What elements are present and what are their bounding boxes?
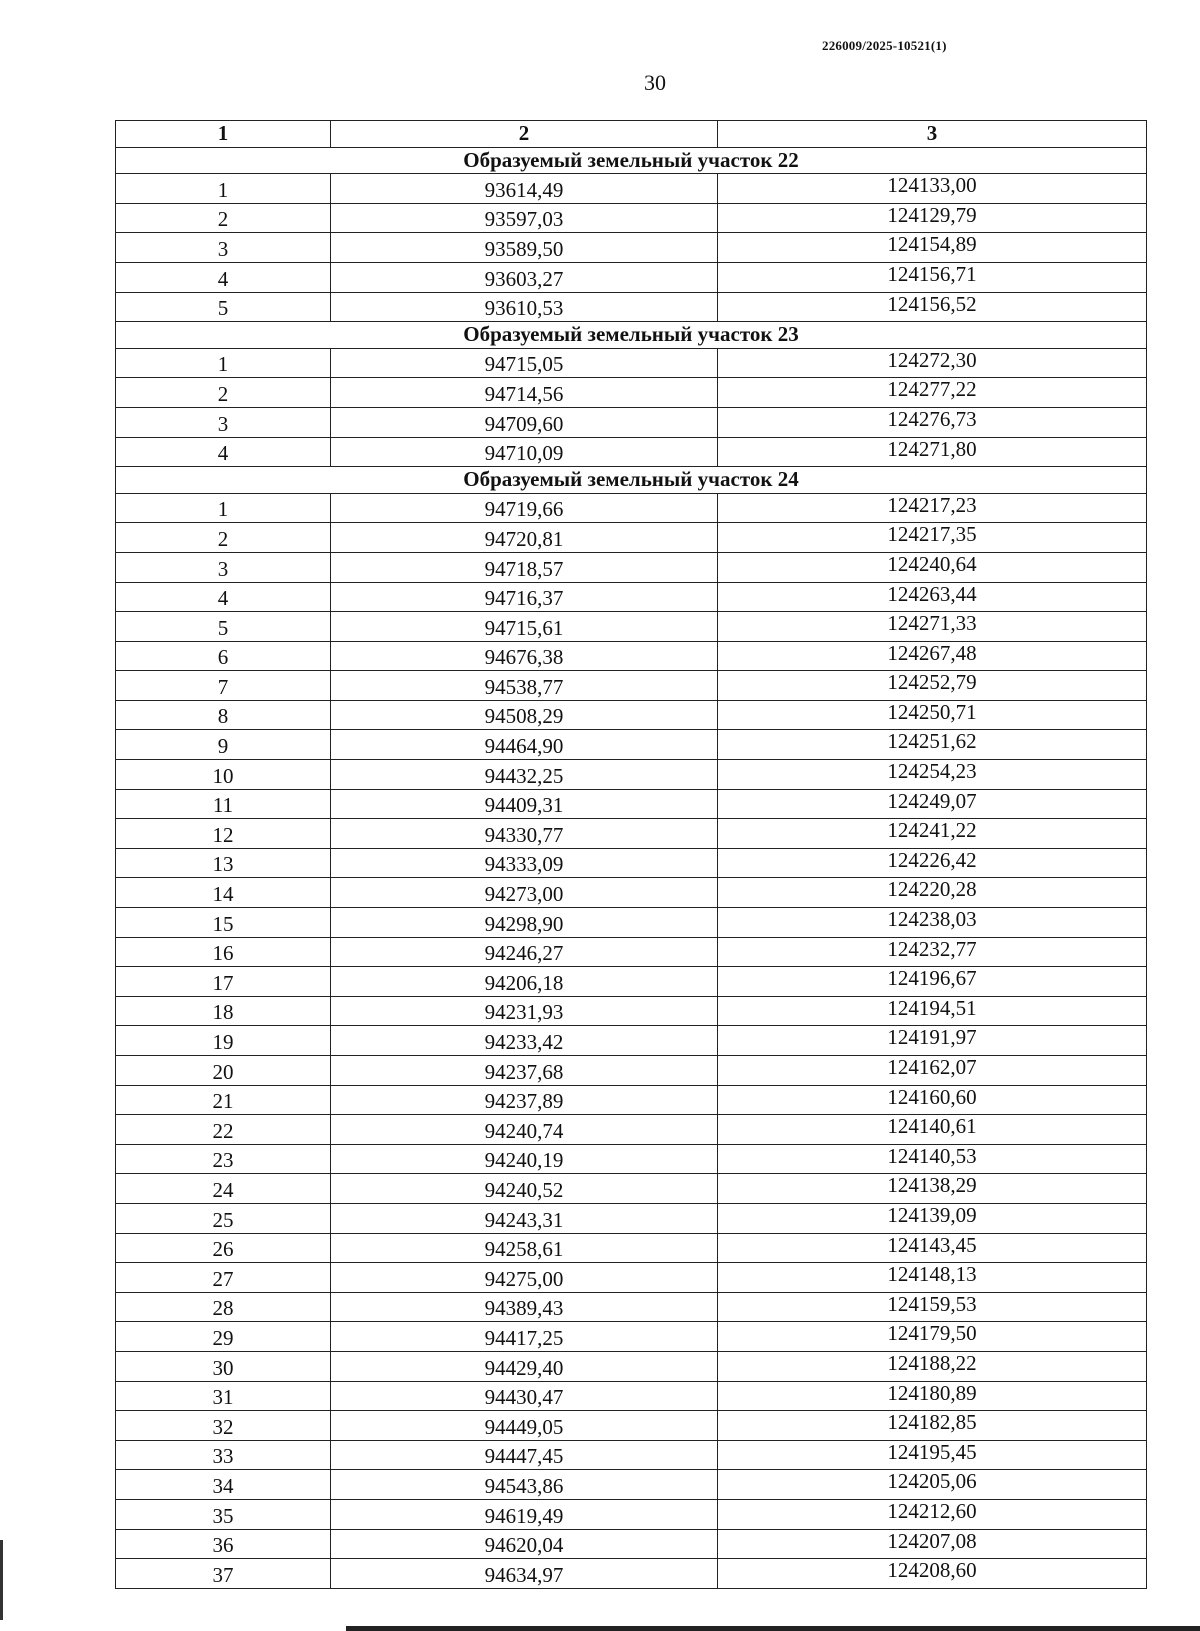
coordinate-x: 94719,66 bbox=[331, 493, 718, 523]
coordinates-table-body bbox=[116, 121, 1147, 1589]
point-number: 2 bbox=[116, 523, 331, 553]
table-row bbox=[116, 996, 1147, 1026]
coordinate-y: 124271,33 bbox=[718, 612, 1147, 642]
table-row bbox=[116, 1115, 1147, 1145]
coordinate-x: 93589,50 bbox=[331, 233, 718, 263]
table-row bbox=[116, 641, 1147, 671]
point-number: 4 bbox=[116, 582, 331, 612]
coordinate-y: 124249,07 bbox=[718, 789, 1147, 819]
coordinate-y: 124250,71 bbox=[718, 700, 1147, 730]
coordinate-x: 94464,90 bbox=[331, 730, 718, 760]
point-number: 35 bbox=[116, 1499, 331, 1529]
coordinate-y: 124180,89 bbox=[718, 1381, 1147, 1411]
coordinate-y: 124277,22 bbox=[718, 378, 1147, 408]
coordinate-y: 124226,42 bbox=[718, 848, 1147, 878]
point-number: 33 bbox=[116, 1440, 331, 1470]
column-header-y: 3 bbox=[718, 121, 1147, 148]
coordinate-y: 124194,51 bbox=[718, 996, 1147, 1026]
coordinate-x: 94716,37 bbox=[331, 582, 718, 612]
point-number: 5 bbox=[116, 612, 331, 642]
coordinate-y: 124267,48 bbox=[718, 641, 1147, 671]
coordinate-x: 94709,60 bbox=[331, 407, 718, 437]
coordinate-y: 124252,79 bbox=[718, 671, 1147, 701]
coordinate-y: 124196,67 bbox=[718, 967, 1147, 997]
table-row bbox=[116, 1529, 1147, 1559]
coordinate-x: 94330,77 bbox=[331, 819, 718, 849]
coordinate-y: 124139,09 bbox=[718, 1203, 1147, 1233]
table-row bbox=[116, 612, 1147, 642]
table-row bbox=[116, 878, 1147, 908]
table-row bbox=[116, 1085, 1147, 1115]
point-number: 15 bbox=[116, 908, 331, 938]
table-row bbox=[116, 1263, 1147, 1293]
coordinate-y: 124133,00 bbox=[718, 174, 1147, 204]
table-row bbox=[116, 908, 1147, 938]
coordinate-x: 94417,25 bbox=[331, 1322, 718, 1352]
point-number: 31 bbox=[116, 1381, 331, 1411]
coordinate-y: 124208,60 bbox=[718, 1559, 1147, 1589]
scan-edge-bottom bbox=[346, 1626, 1200, 1631]
coordinate-x: 94389,43 bbox=[331, 1292, 718, 1322]
coordinate-y: 124220,28 bbox=[718, 878, 1147, 908]
coordinate-y: 124217,35 bbox=[718, 523, 1147, 553]
coordinate-y: 124143,45 bbox=[718, 1233, 1147, 1263]
table-row bbox=[116, 1233, 1147, 1263]
section-title-row bbox=[116, 467, 1147, 494]
point-number: 25 bbox=[116, 1203, 331, 1233]
coordinate-x: 94237,89 bbox=[331, 1085, 718, 1115]
table-row bbox=[116, 1351, 1147, 1381]
coordinate-x: 94409,31 bbox=[331, 789, 718, 819]
point-number: 21 bbox=[116, 1085, 331, 1115]
coordinate-x: 94619,49 bbox=[331, 1499, 718, 1529]
point-number: 18 bbox=[116, 996, 331, 1026]
coordinate-y: 124251,62 bbox=[718, 730, 1147, 760]
coordinate-y: 124217,23 bbox=[718, 493, 1147, 523]
table-row bbox=[116, 1411, 1147, 1441]
coordinate-x: 94243,31 bbox=[331, 1203, 718, 1233]
coordinate-y: 124162,07 bbox=[718, 1056, 1147, 1086]
table-row bbox=[116, 523, 1147, 553]
section-title: Образуемый земельный участок 22 bbox=[116, 147, 1147, 174]
coordinate-x: 94237,68 bbox=[331, 1056, 718, 1086]
document-number: 226009/2025-10521(1) bbox=[822, 38, 947, 53]
point-number: 8 bbox=[116, 700, 331, 730]
point-number: 14 bbox=[116, 878, 331, 908]
table-row bbox=[116, 203, 1147, 233]
coordinate-x: 94715,61 bbox=[331, 612, 718, 642]
point-number: 10 bbox=[116, 760, 331, 790]
coordinate-x: 94240,19 bbox=[331, 1144, 718, 1174]
coordinate-y: 124212,60 bbox=[718, 1499, 1147, 1529]
table-row bbox=[116, 1470, 1147, 1500]
table-row bbox=[116, 1440, 1147, 1470]
table-row bbox=[116, 1026, 1147, 1056]
table-row bbox=[116, 1322, 1147, 1352]
coordinate-x: 93597,03 bbox=[331, 203, 718, 233]
table-row bbox=[116, 1144, 1147, 1174]
coordinate-y: 124272,30 bbox=[718, 348, 1147, 378]
coordinate-y: 124271,80 bbox=[718, 437, 1147, 467]
table-row bbox=[116, 233, 1147, 263]
coordinate-x: 94676,38 bbox=[331, 641, 718, 671]
table-row bbox=[116, 789, 1147, 819]
scan-edge-left bbox=[0, 1540, 3, 1620]
coordinate-x: 94240,52 bbox=[331, 1174, 718, 1204]
coordinate-y: 124195,45 bbox=[718, 1440, 1147, 1470]
coordinate-y: 124263,44 bbox=[718, 582, 1147, 612]
point-number: 30 bbox=[116, 1351, 331, 1381]
point-number: 2 bbox=[116, 378, 331, 408]
section-title: Образуемый земельный участок 24 bbox=[116, 467, 1147, 494]
page-number: 30 bbox=[644, 70, 666, 95]
table-row bbox=[116, 552, 1147, 582]
coordinate-x: 93610,53 bbox=[331, 292, 718, 322]
coordinate-y: 124156,71 bbox=[718, 262, 1147, 292]
coordinate-x: 94710,09 bbox=[331, 437, 718, 467]
coordinate-y: 124240,64 bbox=[718, 552, 1147, 582]
point-number: 17 bbox=[116, 967, 331, 997]
point-number: 12 bbox=[116, 819, 331, 849]
coordinates-table bbox=[115, 120, 1147, 1589]
table-row bbox=[116, 967, 1147, 997]
point-number: 1 bbox=[116, 174, 331, 204]
coordinate-y: 124205,06 bbox=[718, 1470, 1147, 1500]
table-row bbox=[116, 1292, 1147, 1322]
point-number: 16 bbox=[116, 937, 331, 967]
point-number: 1 bbox=[116, 348, 331, 378]
section-title-row bbox=[116, 147, 1147, 174]
table-row bbox=[116, 292, 1147, 322]
point-number: 32 bbox=[116, 1411, 331, 1441]
coordinate-y: 124156,52 bbox=[718, 292, 1147, 322]
coordinate-x: 94231,93 bbox=[331, 996, 718, 1026]
point-number: 4 bbox=[116, 437, 331, 467]
coordinate-y: 124238,03 bbox=[718, 908, 1147, 938]
point-number: 19 bbox=[116, 1026, 331, 1056]
point-number: 7 bbox=[116, 671, 331, 701]
table-row bbox=[116, 174, 1147, 204]
table-row bbox=[116, 1381, 1147, 1411]
table-header-row bbox=[116, 121, 1147, 148]
point-number: 2 bbox=[116, 203, 331, 233]
coordinate-x: 94543,86 bbox=[331, 1470, 718, 1500]
coordinate-y: 124140,61 bbox=[718, 1115, 1147, 1145]
point-number: 23 bbox=[116, 1144, 331, 1174]
coordinate-y: 124182,85 bbox=[718, 1411, 1147, 1441]
coordinate-y: 124191,97 bbox=[718, 1026, 1147, 1056]
coordinate-x: 94298,90 bbox=[331, 908, 718, 938]
point-number: 6 bbox=[116, 641, 331, 671]
coordinate-x: 94206,18 bbox=[331, 967, 718, 997]
coordinate-x: 94273,00 bbox=[331, 878, 718, 908]
table-row bbox=[116, 1056, 1147, 1086]
table-row bbox=[116, 493, 1147, 523]
coordinate-y: 124254,23 bbox=[718, 760, 1147, 790]
coordinate-x: 94447,45 bbox=[331, 1440, 718, 1470]
table-row bbox=[116, 671, 1147, 701]
point-number: 3 bbox=[116, 407, 331, 437]
coordinate-x: 94275,00 bbox=[331, 1263, 718, 1293]
point-number: 22 bbox=[116, 1115, 331, 1145]
point-number: 36 bbox=[116, 1529, 331, 1559]
coordinate-y: 124154,89 bbox=[718, 233, 1147, 263]
coordinate-x: 94240,74 bbox=[331, 1115, 718, 1145]
coordinate-x: 93614,49 bbox=[331, 174, 718, 204]
point-number: 26 bbox=[116, 1233, 331, 1263]
table-row bbox=[116, 378, 1147, 408]
point-number: 34 bbox=[116, 1470, 331, 1500]
table-row bbox=[116, 819, 1147, 849]
coordinate-x: 94718,57 bbox=[331, 552, 718, 582]
point-number: 1 bbox=[116, 493, 331, 523]
table-row bbox=[116, 1499, 1147, 1529]
point-number: 24 bbox=[116, 1174, 331, 1204]
coordinate-y: 124241,22 bbox=[718, 819, 1147, 849]
point-number: 3 bbox=[116, 233, 331, 263]
coordinate-x: 94715,05 bbox=[331, 348, 718, 378]
coordinate-y: 124179,50 bbox=[718, 1322, 1147, 1352]
coordinate-x: 94432,25 bbox=[331, 760, 718, 790]
coordinate-x: 94258,61 bbox=[331, 1233, 718, 1263]
point-number: 5 bbox=[116, 292, 331, 322]
column-header-x: 2 bbox=[331, 121, 718, 148]
table-row bbox=[116, 437, 1147, 467]
coordinate-x: 93603,27 bbox=[331, 262, 718, 292]
coordinate-x: 94508,29 bbox=[331, 700, 718, 730]
point-number: 13 bbox=[116, 848, 331, 878]
table-row bbox=[116, 1174, 1147, 1204]
coordinate-y: 124276,73 bbox=[718, 407, 1147, 437]
coordinate-y: 124148,13 bbox=[718, 1263, 1147, 1293]
coordinate-x: 94720,81 bbox=[331, 523, 718, 553]
coordinate-x: 94246,27 bbox=[331, 937, 718, 967]
point-number: 11 bbox=[116, 789, 331, 819]
coordinate-y: 124129,79 bbox=[718, 203, 1147, 233]
coordinate-x: 94449,05 bbox=[331, 1411, 718, 1441]
table-row bbox=[116, 1559, 1147, 1589]
table-row bbox=[116, 348, 1147, 378]
coordinate-x: 94620,04 bbox=[331, 1529, 718, 1559]
coordinate-x: 94714,56 bbox=[331, 378, 718, 408]
coordinate-x: 94634,97 bbox=[331, 1559, 718, 1589]
table-row bbox=[116, 1203, 1147, 1233]
table-row bbox=[116, 262, 1147, 292]
point-number: 20 bbox=[116, 1056, 331, 1086]
coordinate-y: 124207,08 bbox=[718, 1529, 1147, 1559]
point-number: 27 bbox=[116, 1263, 331, 1293]
table-row bbox=[116, 700, 1147, 730]
coordinate-x: 94333,09 bbox=[331, 848, 718, 878]
coordinate-y: 124140,53 bbox=[718, 1144, 1147, 1174]
coordinate-y: 124188,22 bbox=[718, 1351, 1147, 1381]
column-header-point: 1 bbox=[116, 121, 331, 148]
section-title-row bbox=[116, 322, 1147, 349]
point-number: 3 bbox=[116, 552, 331, 582]
table-row bbox=[116, 760, 1147, 790]
point-number: 29 bbox=[116, 1322, 331, 1352]
coordinate-y: 124160,60 bbox=[718, 1085, 1147, 1115]
point-number: 9 bbox=[116, 730, 331, 760]
table-row bbox=[116, 730, 1147, 760]
coordinate-y: 124159,53 bbox=[718, 1292, 1147, 1322]
table-row bbox=[116, 848, 1147, 878]
coordinate-x: 94538,77 bbox=[331, 671, 718, 701]
point-number: 37 bbox=[116, 1559, 331, 1589]
point-number: 4 bbox=[116, 262, 331, 292]
table-row bbox=[116, 582, 1147, 612]
coordinate-x: 94429,40 bbox=[331, 1351, 718, 1381]
coordinate-y: 124232,77 bbox=[718, 937, 1147, 967]
coordinate-x: 94430,47 bbox=[331, 1381, 718, 1411]
coordinate-y: 124138,29 bbox=[718, 1174, 1147, 1204]
table-row bbox=[116, 937, 1147, 967]
coordinate-x: 94233,42 bbox=[331, 1026, 718, 1056]
table-row bbox=[116, 407, 1147, 437]
section-title: Образуемый земельный участок 23 bbox=[116, 322, 1147, 349]
point-number: 28 bbox=[116, 1292, 331, 1322]
